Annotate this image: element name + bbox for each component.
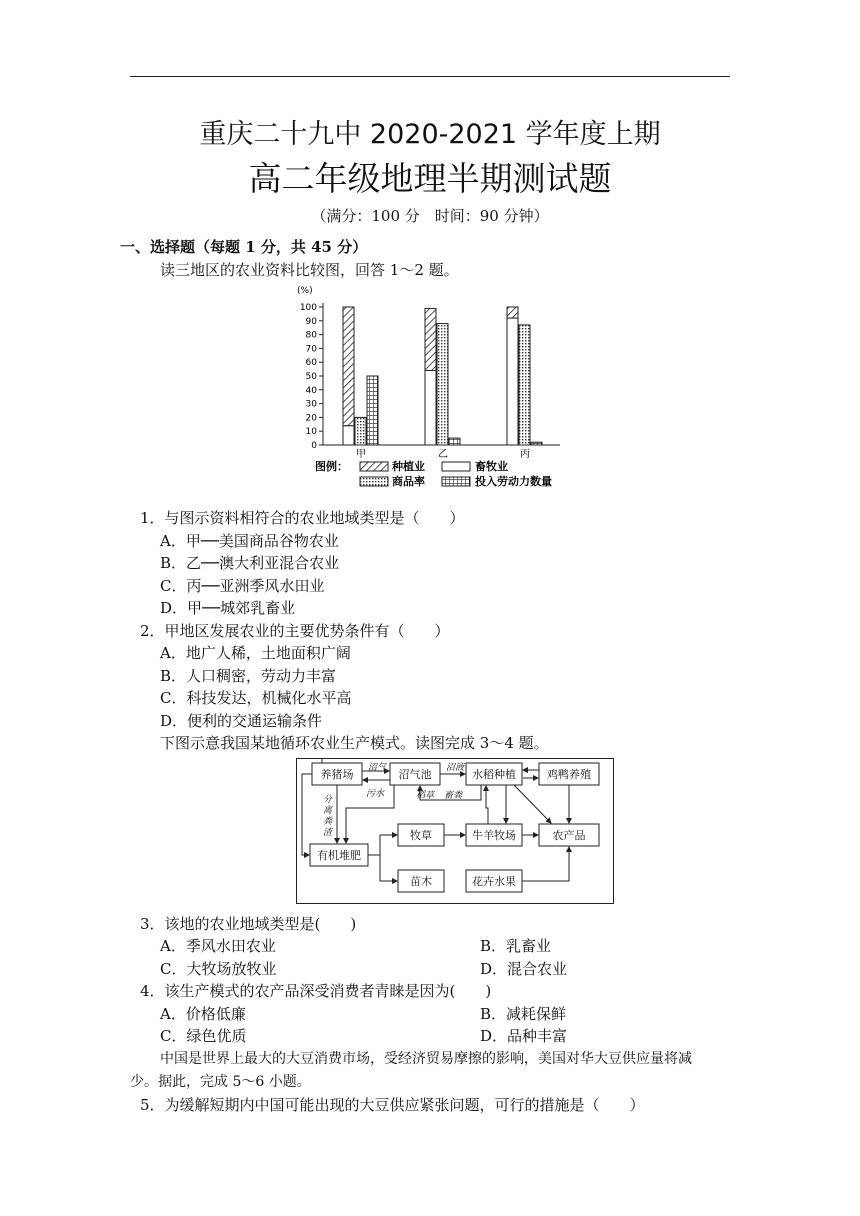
y-tick-label: 40 xyxy=(305,385,317,396)
node-seedling: 苗木 xyxy=(410,875,432,888)
q4-option-a: A．价格低廉 xyxy=(160,1005,246,1023)
q4-stem: 4．该生产模式的农产品深受消费者青睐是因为( ) xyxy=(140,982,492,1000)
label-separate-1: 分 xyxy=(323,795,333,805)
exam-info: （满分：100 分 时间：90 分钟） xyxy=(311,207,549,225)
category-label: 甲 xyxy=(356,449,366,460)
q2-option-a: A．地广人稀，土地面积广阔 xyxy=(160,644,351,662)
bar-crop xyxy=(343,307,354,426)
legend-swatch-labor xyxy=(442,477,470,486)
legend-swatch-commodity xyxy=(360,477,388,486)
q2-option-b: B．人口稠密，劳动力丰富 xyxy=(160,667,337,685)
chart-bars xyxy=(343,307,542,445)
node-grass: 牧草 xyxy=(410,829,432,842)
node-product: 农产品 xyxy=(552,829,586,842)
circular-agriculture-diagram xyxy=(296,758,614,904)
agri-bar-chart xyxy=(285,283,585,493)
school-term: 重庆二十九中 2020-2021 学年度上期 xyxy=(199,119,661,150)
legend-livestock: 畜牧业 xyxy=(475,460,508,473)
label-water: 污水 xyxy=(366,789,385,799)
label-manure: 畜粪 xyxy=(444,791,463,801)
chart-categories xyxy=(356,448,530,460)
q4-option-d: D．品种丰富 xyxy=(480,1027,568,1045)
bar-labor xyxy=(367,376,378,445)
intro-q1-2: 读三地区的农业资料比较图，回答 1～2 题。 xyxy=(160,261,459,279)
node-duck: 鸡鸭养殖 xyxy=(547,768,591,781)
bar-livestock xyxy=(507,318,518,445)
section-title: 一、选择题（每题 1 分，共 45 分） xyxy=(120,238,368,256)
legend-crop: 种植业 xyxy=(392,460,425,473)
node-rice: 水稻种植 xyxy=(472,768,516,781)
q2-stem: 2．甲地区发展农业的主要优势条件有（ ） xyxy=(140,622,450,640)
bar-labor xyxy=(531,442,542,445)
legend-swatch-crop xyxy=(360,462,388,471)
intro-q5-6-line1: 中国是世界上最大的大豆消费市场，受经济贸易摩擦的影响，美国对华大豆供应量将减 xyxy=(160,1051,692,1067)
node-compost: 有机堆肥 xyxy=(317,849,361,862)
q3-option-c: C．大牧场放牧业 xyxy=(160,960,277,978)
q2-option-d: D．便利的交通运输条件 xyxy=(160,712,323,730)
q4-option-c: C．绿色优质 xyxy=(160,1027,247,1045)
q5-stem: 5．为缓解短期内中国可能出现的大豆供应紧张问题，可行的措施是（ ） xyxy=(140,1096,645,1114)
q3-stem: 3．该地的农业地域类型是( ) xyxy=(140,915,357,933)
bar-crop xyxy=(425,308,436,370)
y-tick-label: 0 xyxy=(311,441,317,451)
y-tick-label: 100 xyxy=(299,303,317,313)
category-label: 丙 xyxy=(520,449,530,460)
label-separate-4: 渣 xyxy=(323,828,333,838)
category-label: 乙 xyxy=(438,449,448,460)
q1-option-a: A．甲──美国商品谷物农业 xyxy=(160,532,339,550)
bar-livestock xyxy=(425,370,436,445)
y-tick-label: 20 xyxy=(305,413,317,424)
q3-option-b: B．乳畜业 xyxy=(480,937,552,955)
y-tick-label: 70 xyxy=(305,344,317,355)
legend-prefix: 图例： xyxy=(315,460,348,473)
q1-option-b: B．乙──澳大利亚混合农业 xyxy=(160,554,340,572)
q2-option-c: C．科技发达，机械化水平高 xyxy=(160,689,352,707)
bar-commodity xyxy=(437,324,448,445)
node-biogas: 沼气池 xyxy=(398,768,432,781)
y-tick-label: 10 xyxy=(305,427,317,438)
y-tick-label: 80 xyxy=(305,330,317,341)
q1-option-d: D．甲──城郊乳畜业 xyxy=(160,599,296,617)
q3-option-d: D．混合农业 xyxy=(480,960,568,978)
header-rule xyxy=(130,76,730,77)
q1-stem: 1．与图示资料相符合的农业地域类型是（ ） xyxy=(140,509,465,527)
q1-option-c: C．丙──亚洲季风水田业 xyxy=(160,577,325,595)
y-tick-label: 50 xyxy=(305,372,317,382)
label-separate-2: 离 xyxy=(323,806,333,816)
bar-crop xyxy=(507,307,518,318)
y-tick-label: 30 xyxy=(305,399,317,410)
y-tick-label: 60 xyxy=(305,358,317,369)
bar-commodity xyxy=(355,417,366,445)
legend-labor: 投入劳动力数量 xyxy=(475,475,552,488)
bar-livestock xyxy=(343,426,354,445)
node-cattle: 牛羊牧场 xyxy=(472,829,516,842)
chart-yticks xyxy=(300,303,323,451)
y-tick-label: 90 xyxy=(305,316,317,327)
legend-swatch-livestock xyxy=(442,462,470,471)
intro-q5-6-line2: 少。据此，完成 5～6 小题。 xyxy=(130,1074,311,1090)
label-liquid: 沼液 xyxy=(446,763,465,773)
bar-commodity xyxy=(519,325,530,445)
node-pig: 养猪场 xyxy=(320,768,354,781)
legend-commodity: 商品率 xyxy=(392,475,425,488)
label-separate-3: 粪 xyxy=(323,817,333,827)
label-straw: 稻草 xyxy=(416,791,435,801)
bar-labor xyxy=(449,438,460,445)
intro-q3-4: 下图示意我国某地循环农业生产模式。读图完成 3～4 题。 xyxy=(160,734,549,752)
label-gas: 沼气 xyxy=(368,763,387,773)
exam-title: 高二年级地理半期测试题 xyxy=(248,159,612,198)
q4-option-b: B．减耗保鲜 xyxy=(480,1005,567,1023)
node-fruit: 花卉水果 xyxy=(472,875,516,888)
chart-ylabel: (%) xyxy=(297,286,313,296)
q3-option-a: A．季风水田农业 xyxy=(160,937,276,955)
